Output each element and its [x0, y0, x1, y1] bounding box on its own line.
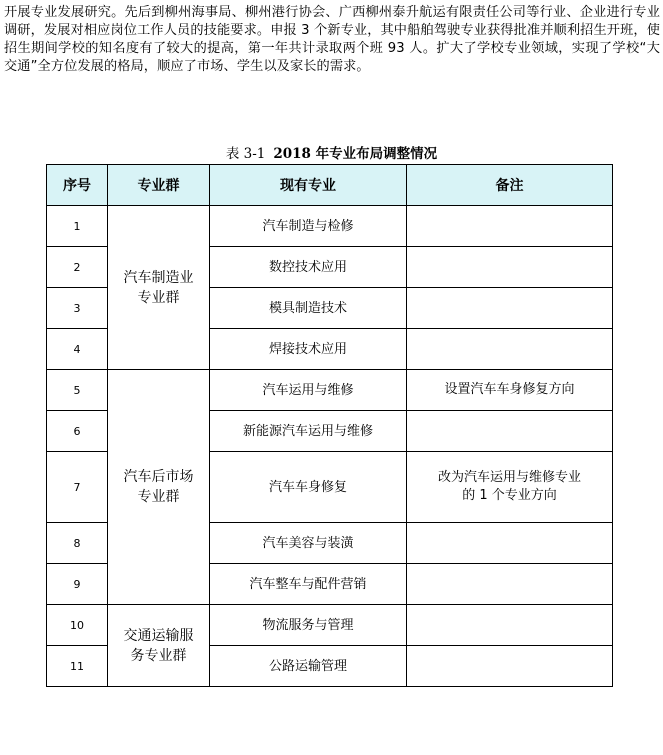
row-note — [407, 288, 613, 329]
header-note: 备注 — [407, 165, 613, 206]
table-row — [47, 370, 613, 411]
group-label-line2: 专业群 — [137, 489, 180, 505]
row-note — [407, 646, 613, 687]
table-caption-number: 表 3-1 — [225, 146, 266, 162]
note-line1: 改为汽车运用与维修专业 — [437, 470, 581, 485]
group-cell — [108, 206, 210, 370]
table-header-row — [47, 165, 613, 206]
row-major: 物流服务与管理 — [210, 605, 407, 646]
intro-paragraph: 开展专业发展研究。先后到柳州海事局、柳州港行协会、广西柳州泰升航运有限责任公司等行业、企业进行专业调研，发展对相应岗位工作人员的技能要求。申报 3 个新专业，其中船舶驾驶专业获得批准并顺利招生开班，使招生期间学校的知名度有了较大的提高，第一年共计录取两个班 93 人。扩大了学校专业领域，实现了学校“大交通”全方位发展的格局，顺应了市场、学生以及家长的需求。 — [4, 5, 660, 74]
group-label-line1: 汽车制造业 — [123, 269, 194, 286]
row-seq: 11 — [47, 646, 108, 687]
row-seq: 1 — [47, 206, 108, 247]
group-label-line2: 专业群 — [137, 289, 180, 306]
group-label-line2: 务专业群 — [130, 647, 187, 664]
row-major: 公路运输管理 — [210, 646, 407, 687]
row-note — [407, 206, 613, 247]
row-note — [407, 329, 613, 370]
group-cell — [108, 605, 210, 687]
row-seq: 6 — [47, 411, 108, 452]
row-seq: 2 — [47, 247, 108, 288]
row-major: 汽车运用与维修 — [210, 370, 407, 411]
row-note — [407, 564, 613, 605]
row-major: 汽车整车与配件营销 — [210, 564, 407, 605]
row-seq: 4 — [47, 329, 108, 370]
row-note — [407, 370, 613, 411]
row-note — [407, 247, 613, 288]
header-major: 现有专业 — [210, 165, 407, 206]
row-seq: 5 — [47, 370, 108, 411]
note-line2: 的 1 个专业方向 — [462, 488, 557, 503]
major-adjustment-table — [46, 164, 613, 687]
group-label-line1: 汽车后市场 — [123, 469, 194, 485]
group-label-line1: 交通运输服 — [123, 627, 194, 644]
table-caption-title: 2018 年专业布局调整情况 — [273, 146, 438, 162]
header-seq: 序号 — [47, 165, 108, 206]
row-seq: 8 — [47, 523, 108, 564]
table-caption — [0, 145, 663, 163]
note-line1: 设置汽车车身修复方向 — [444, 382, 575, 397]
group-cell — [108, 370, 210, 605]
row-major: 汽车车身修复 — [210, 452, 407, 523]
header-group: 专业群 — [108, 165, 210, 206]
row-major: 汽车美容与装潢 — [210, 523, 407, 564]
row-seq: 10 — [47, 605, 108, 646]
row-note — [407, 452, 613, 523]
row-major: 模具制造技术 — [210, 288, 407, 329]
row-major: 焊接技术应用 — [210, 329, 407, 370]
row-major: 汽车制造与检修 — [210, 206, 407, 247]
row-major: 数控技术应用 — [210, 247, 407, 288]
row-seq: 7 — [47, 452, 108, 523]
row-seq: 3 — [47, 288, 108, 329]
row-note — [407, 411, 613, 452]
row-seq: 9 — [47, 564, 108, 605]
row-note — [407, 605, 613, 646]
table-row — [47, 605, 613, 646]
row-major: 新能源汽车运用与维修 — [210, 411, 407, 452]
row-note — [407, 523, 613, 564]
table-row — [47, 206, 613, 247]
